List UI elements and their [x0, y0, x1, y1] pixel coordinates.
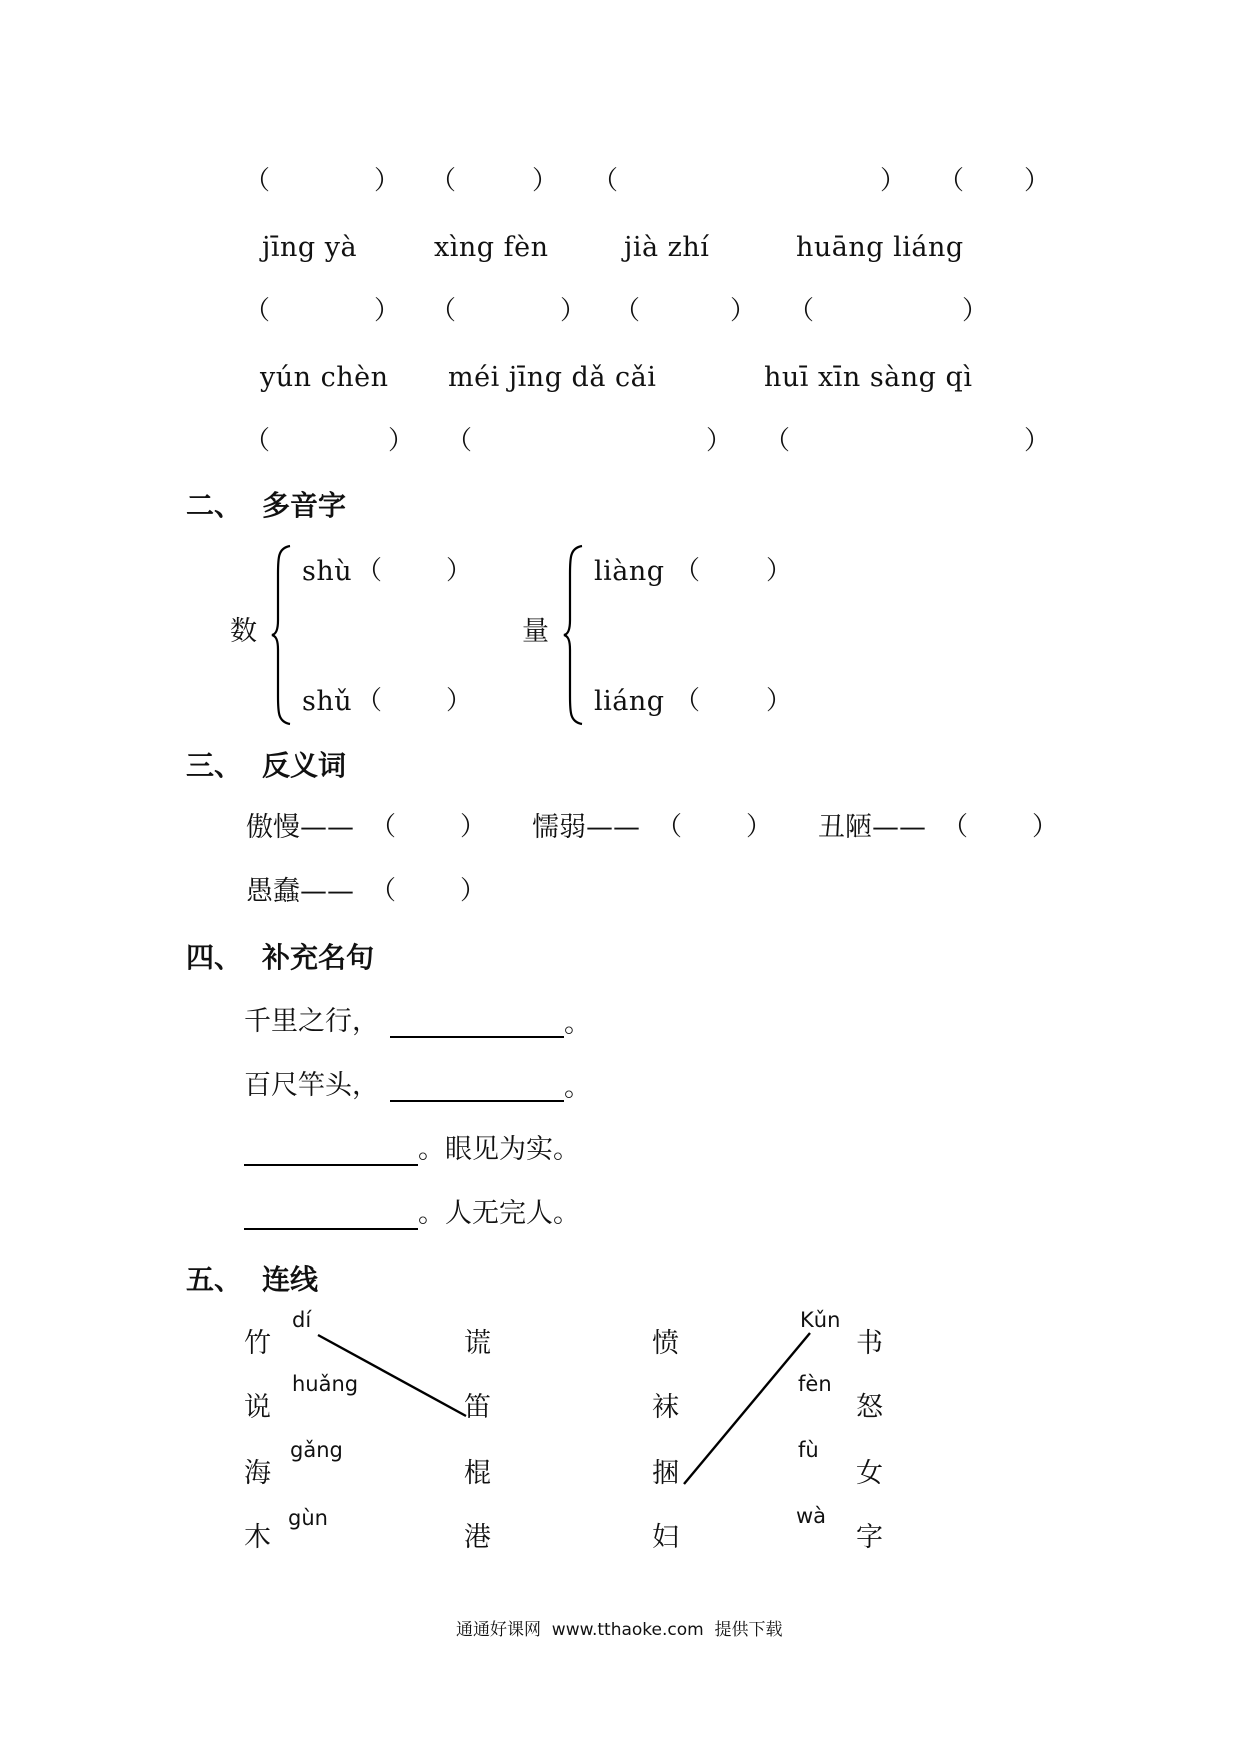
section-title: 反义词	[262, 749, 347, 782]
antonym-word: 懦弱——	[532, 812, 640, 843]
antonym-word: 丑陋——	[818, 812, 926, 843]
section-number: 四、	[186, 941, 243, 974]
match-char[interactable]: 字	[856, 1522, 883, 1553]
match-pinyin: gùn	[288, 1506, 328, 1530]
match-pinyin: fèn	[798, 1372, 832, 1396]
pinyin-item: jīng yà	[262, 232, 358, 263]
paren-open: （	[356, 686, 383, 716]
paren-open: （	[430, 296, 457, 326]
paren-close: ）	[1024, 426, 1051, 456]
paren-open: （	[244, 166, 271, 196]
paren-close: ）	[446, 686, 473, 716]
reading-pinyin: shù	[302, 556, 353, 587]
paren-open: （	[370, 812, 397, 842]
match-pinyin: fù	[798, 1438, 819, 1462]
paren-open: （	[446, 426, 473, 456]
paren-open: （	[764, 426, 791, 456]
section-number: 五、	[186, 1263, 243, 1296]
paren-close: ）	[766, 556, 793, 586]
match-char[interactable]: 竹	[244, 1328, 271, 1359]
paren-close: ）	[460, 812, 487, 842]
period: 。	[564, 1072, 591, 1103]
pinyin-item: jià zhí	[624, 232, 710, 263]
match-pinyin: huǎng	[292, 1372, 359, 1396]
paren-close: ）	[746, 812, 773, 842]
match-char[interactable]: 女	[856, 1458, 883, 1489]
paren-close: ）	[446, 556, 473, 586]
paren-open: （	[656, 812, 683, 842]
match-pinyin: gǎng	[290, 1438, 343, 1462]
match-char[interactable]: 港	[464, 1522, 491, 1553]
quote-start: 千里之行，	[244, 1006, 379, 1037]
paren-close: ）	[1024, 166, 1051, 196]
pinyin-item: xìng fèn	[434, 232, 549, 263]
paren-close: ）	[766, 686, 793, 716]
paren-open: （	[788, 296, 815, 326]
match-char[interactable]: 妇	[652, 1522, 679, 1553]
paren-open: （	[244, 426, 271, 456]
match-pinyin: dí	[292, 1308, 312, 1332]
paren-close: ）	[962, 296, 989, 326]
paren-close: ）	[730, 296, 757, 326]
paren-close: ）	[880, 166, 907, 196]
match-char[interactable]: 捆	[652, 1458, 679, 1489]
paren-open: （	[370, 876, 397, 906]
antonym-word: 傲慢——	[246, 812, 354, 843]
match-pinyin: wà	[796, 1504, 827, 1528]
pinyin-item: huāng liáng	[796, 232, 964, 263]
paren-close: ）	[1032, 812, 1059, 842]
match-char[interactable]: 木	[244, 1522, 271, 1553]
match-char[interactable]: 书	[856, 1328, 883, 1359]
section-number: 三、	[186, 749, 243, 782]
polyphone-char: 数	[230, 616, 257, 647]
pinyin-item: huī xīn sàng qì	[764, 362, 973, 393]
polyphone-char: 量	[522, 616, 549, 647]
paren-close: ）	[460, 876, 487, 906]
page-footer: 通通好课网 www.tthaoke.com 提供下载	[456, 1620, 783, 1640]
paren-close: ）	[706, 426, 733, 456]
period: 。	[564, 1008, 591, 1039]
paren-open: （	[592, 166, 619, 196]
match-char[interactable]: 谎	[464, 1328, 491, 1359]
paren-close: ）	[388, 426, 415, 456]
paren-close: ）	[532, 166, 559, 196]
section-title: 连线	[262, 1263, 319, 1296]
paren-close: ）	[374, 166, 401, 196]
pinyin-item: yún chèn	[260, 362, 389, 393]
paren-open: （	[356, 556, 383, 586]
reading-pinyin: liáng	[594, 686, 665, 717]
match-char[interactable]: 袜	[652, 1392, 679, 1423]
quote-end: 。眼见为实。	[418, 1134, 580, 1165]
pinyin-item: méi jīng dǎ cǎi	[448, 362, 657, 393]
match-char[interactable]: 怒	[856, 1392, 883, 1423]
antonym-word: 愚蠢——	[246, 876, 354, 907]
match-char[interactable]: 海	[244, 1458, 271, 1489]
quote-end: 。人无完人。	[418, 1198, 580, 1229]
match-char[interactable]: 说	[244, 1392, 271, 1423]
match-pinyin: Kǔn	[800, 1308, 841, 1332]
paren-close: ）	[374, 296, 401, 326]
paren-open: （	[614, 296, 641, 326]
reading-pinyin: liàng	[594, 556, 665, 587]
match-char[interactable]: 愤	[652, 1328, 679, 1359]
paren-open: （	[244, 296, 271, 326]
paren-open: （	[674, 556, 701, 586]
quote-start: 百尺竿头，	[244, 1070, 379, 1101]
match-char[interactable]: 笛	[464, 1392, 491, 1423]
paren-open: （	[430, 166, 457, 196]
paren-close: ）	[560, 296, 587, 326]
paren-open: （	[942, 812, 969, 842]
section-title: 多音字	[262, 489, 347, 522]
match-char[interactable]: 棍	[464, 1458, 491, 1489]
reading-pinyin: shǔ	[302, 686, 353, 717]
paren-open: （	[938, 166, 965, 196]
section-number: 二、	[186, 489, 243, 522]
section-title: 补充名句	[262, 941, 375, 974]
paren-open: （	[674, 686, 701, 716]
match-line	[684, 1333, 810, 1484]
